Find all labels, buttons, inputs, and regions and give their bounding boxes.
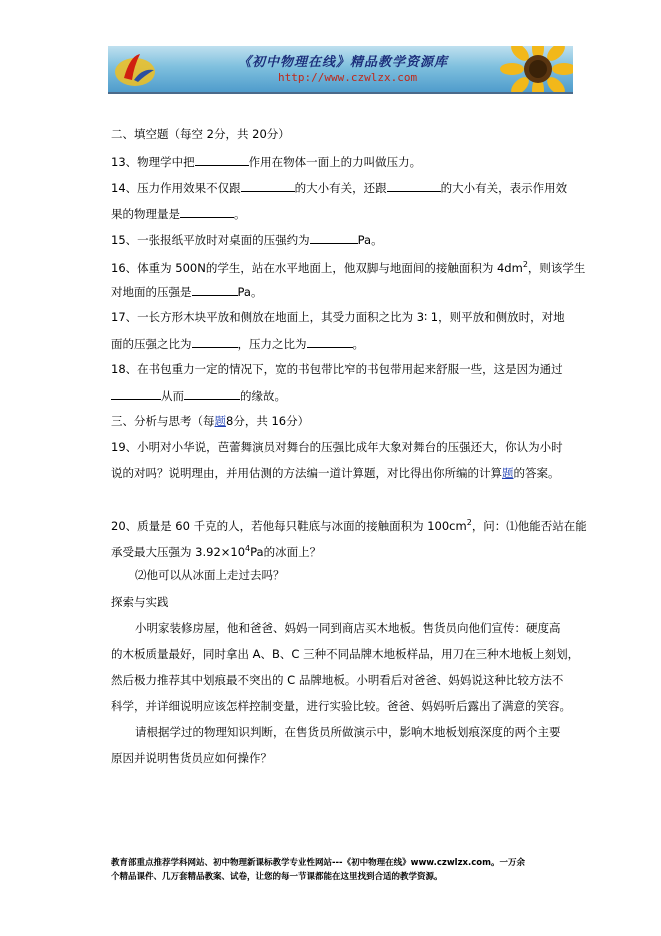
- question-16-line2: [111, 283, 262, 300]
- explore-heading: 探索与实践: [111, 595, 169, 609]
- question-17-line1: 17、一长方形木块平放和侧放在地面上，其受力面积之比为 3∶ 1，则平放和侧放时，对地: [111, 310, 565, 324]
- footer-line-1: 教育部重点推荐学科网站、初中物理新课标教学专业性网站---《初中物理在线》www.czwlzx.com。一万余: [111, 858, 525, 868]
- question-20-line1: [111, 515, 587, 534]
- q19-text-c: 的答案。: [513, 466, 560, 480]
- section-3-heading-a: 三、分析与思考（每: [111, 414, 215, 428]
- q14-blank-1: [241, 179, 295, 192]
- q17-text-d: 。: [352, 337, 364, 351]
- question-16-line1: [111, 257, 585, 276]
- banner-title: 《初中物理在线》精品教学资源库: [238, 55, 449, 70]
- q15-text-a: 15、一张报纸平放时对桌面的压强约为: [111, 233, 310, 247]
- explore-paragraph-line: 科学，并详细说明应该怎样控制变量，进行实验比较。爸爸、妈妈听后露出了满意的笑容。: [111, 699, 571, 713]
- q14-text-e: 。: [234, 207, 246, 221]
- question-20-line3: ⑵他可以从冰面上走过去吗？: [135, 568, 285, 582]
- q20-text-a: 20、质量是 60 千克的人，若他每只鞋底与冰面的接触面积为 100cm: [111, 518, 467, 533]
- q15-text-b: Pa。: [357, 233, 383, 247]
- banner-url[interactable]: http://www.czwlzx.com: [278, 71, 418, 84]
- q13-blank: [195, 153, 249, 166]
- q14-blank-3: [180, 205, 234, 218]
- q20-text-d: Pa的冰面上？: [250, 544, 322, 559]
- question-19-line1: 19、小明对小华说，芭蕾舞演员对舞台的压强比成年大象对舞台的压强还大，你认为小时: [111, 440, 563, 454]
- explore-paragraph-line: 然后极力推荐其中划痕最不突出的 C 品牌地板。小明看后对爸爸、妈妈说这种比较方法不: [111, 673, 564, 687]
- q14-text-c: 的大小有关，表示作用效: [440, 181, 568, 195]
- q14-text-b: 的大小有关，还跟: [294, 181, 387, 195]
- q16-text-a: 16、体重为 500N的学生，站在水平地面上，他双脚与地面间的接触面积为 4dm: [111, 260, 523, 275]
- q17-blank-2: [307, 335, 353, 348]
- q18-blank-1: [111, 387, 161, 400]
- section-3-heading: [111, 413, 309, 429]
- q16-text-d: Pa。: [237, 285, 263, 299]
- q17-text-c: ，压力之比为: [237, 337, 307, 351]
- question-18-line1: 18、在书包重力一定的情况下，宽的书包带比窄的书包带用起来舒服一些，这是因为通过: [111, 362, 563, 376]
- site-logo-icon: [110, 48, 160, 90]
- q16-text-b: ，则该学生: [527, 260, 586, 275]
- question-19-line2: [111, 465, 560, 481]
- question-17-line2: [111, 335, 364, 352]
- question-20-line2: [111, 541, 321, 560]
- explore-paragraph-line: 请根据学过的物理知识判断，在售货员所做演示中，影响木地板划痕深度的两个主要: [135, 725, 561, 739]
- q17-blank-1: [192, 335, 238, 348]
- q14-blank-2: [387, 179, 441, 192]
- question-link[interactable]: 题: [214, 414, 226, 428]
- question-18-line2: [111, 387, 286, 404]
- q20-superscript: 2: [466, 518, 472, 527]
- q20-superscript-2: 4: [245, 544, 251, 553]
- q18-text-c: 的缘故。: [240, 389, 286, 403]
- sunflower-icon: [498, 46, 573, 92]
- q17-text-b: 面的压强之比为: [111, 337, 192, 351]
- explore-paragraph-line: 小明家装修房屋，他和爸爸、妈妈一同到商店买木地板。售货员向他们宣传：硬度高: [135, 621, 561, 635]
- footer-line-2: 个精品课件、几万套精品教案、试卷，让您的每一节课都能在这里找到合适的教学资源。: [111, 872, 443, 882]
- q14-text-a: 14、压力作用效果不仅跟: [111, 181, 241, 195]
- q16-blank: [192, 283, 238, 296]
- q19-text-b: 说的对吗？说明理由，并用估测的方法编一道计算题，对比得出你所编的计算: [111, 466, 502, 480]
- q13-text-b: 作用在物体一面上的力叫做压力。: [248, 155, 422, 169]
- question-link[interactable]: 题: [502, 466, 514, 480]
- section-2-heading: 二、填空题（每空 2分，共 20分）: [111, 127, 290, 141]
- header-banner: [108, 46, 573, 92]
- q13-text-a: 13、物理学中把: [111, 155, 195, 169]
- q20-text-c: 承受最大压强为 3.92×10: [111, 544, 246, 559]
- q16-text-c: 对地面的压强是: [111, 285, 192, 299]
- question-14-line2: [111, 205, 246, 222]
- q15-blank: [310, 231, 358, 244]
- explore-paragraph-line: 原因并说明售货员应如何操作？: [111, 751, 272, 765]
- header-divider: [108, 92, 573, 94]
- q14-text-d: 果的物理量是: [111, 207, 180, 221]
- question-14-line1: [111, 179, 567, 196]
- question-13: [111, 153, 421, 170]
- q20-text-b: ，问：⑴他能否站在能: [471, 518, 587, 533]
- q16-superscript: 2: [522, 260, 528, 269]
- q18-text-b: 从而: [161, 389, 184, 403]
- explore-paragraph-line: 的木板质量最好，同时拿出 A、B、C 三种不同品牌木地板样品，用刀在三种木地板上刻划，: [111, 647, 580, 661]
- section-3-heading-b: 8分，共 16分）: [226, 414, 310, 428]
- q18-blank-2: [184, 387, 240, 400]
- question-15: [111, 231, 383, 248]
